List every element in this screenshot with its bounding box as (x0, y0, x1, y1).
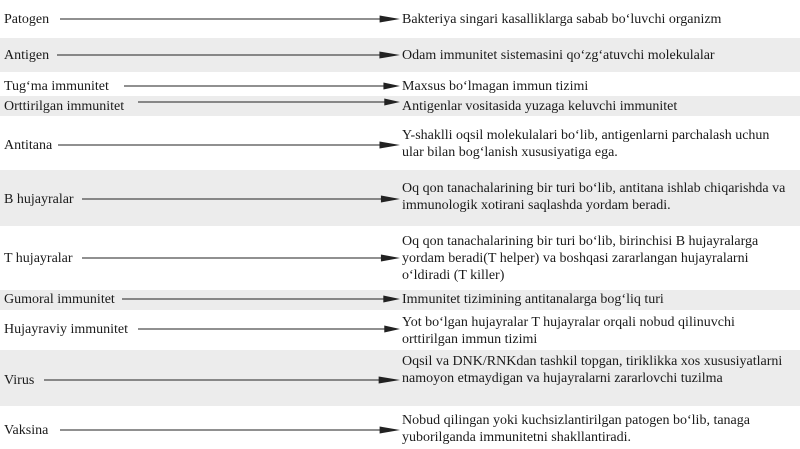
term-label: Vaksina (4, 423, 49, 438)
arrow-icon (60, 14, 400, 24)
term-label: Hujayraviy immunitet (4, 322, 129, 337)
term-label: Virus (4, 373, 35, 388)
definition-text: Odam immunitet sistemasini qo‘zg‘atuvchi molekulalar (402, 48, 715, 63)
table-row (0, 38, 800, 72)
arrow-icon (138, 324, 400, 334)
definition-text: Oq qon tanachalarining bir turi bo‘lib, birinchisi B hujayralarga yordam beradi(T helper) va boshqasi zararlangan hujayralarni o‘ldiradi (T killer) (402, 234, 759, 283)
definition-text: Y-shaklli oqsil molekulalari bo‘lib, antigenlarni parchalash uchun ular bilan bog‘lanish xususiyatiga ega. (402, 128, 770, 160)
term-label: Gumoral immunitet (4, 292, 115, 307)
definition-text: Immunitet tizimining antitanalarga bog‘liq turi (402, 292, 664, 307)
definition-text: Maxsus bo‘lmagan immun tizimi (402, 79, 589, 94)
arrow-icon (58, 140, 400, 150)
term-label: B hujayralar (4, 192, 74, 207)
definition-text: Yot bo‘lgan hujayralar T hujayralar orqali nobud qilinuvchi orttirilgan immun tizimi (402, 315, 735, 347)
table-row (0, 290, 800, 310)
table-row (0, 230, 800, 288)
term-label: Antitana (4, 138, 53, 153)
table-row (0, 409, 800, 449)
arrow-icon (44, 375, 400, 385)
arrow-icon (57, 50, 400, 60)
table-row (0, 76, 800, 96)
arrow-icon (60, 425, 400, 435)
definition-text: Nobud qilingan yoki kuchsizlantirilgan patogen bo‘lib, tanaga yuborilganda immunitetni shakllantiradi. (402, 413, 750, 445)
definition-text: Bakteriya singari kasalliklarga sabab bo‘luvchi organizm (402, 12, 722, 27)
term-label: Patogen (4, 12, 50, 27)
definition-text: Oqsil va DNK/RNKdan tashkil topgan, tiriklikka xos xususiyatlarni namoyon etmaydigan va hujayralarni zararlovchi tuzilma (402, 354, 783, 386)
table-row (0, 350, 800, 406)
definition-text: Antigenlar vositasida yuzaga keluvchi immunitet (402, 99, 678, 114)
term-label: Orttirilgan immunitet (4, 99, 125, 114)
table-row (0, 4, 800, 34)
definition-text: Oq qon tanachalarining bir turi bo‘lib, antitana ishlab chiqarishda va immunologik xotirani saqlashda yordam beradi. (402, 181, 786, 213)
table-row (0, 122, 800, 166)
term-label: Antigen (4, 48, 50, 63)
table-row (0, 170, 800, 226)
term-label: Tug‘ma immunitet (4, 79, 109, 94)
term-label: T hujayralar (4, 251, 73, 266)
arrow-icon (82, 194, 400, 204)
table-row (0, 96, 800, 116)
arrow-icon (122, 294, 400, 304)
arrow-icon (138, 97, 400, 107)
table-row (0, 312, 800, 348)
arrow-icon (82, 253, 400, 263)
arrow-icon (124, 81, 400, 91)
